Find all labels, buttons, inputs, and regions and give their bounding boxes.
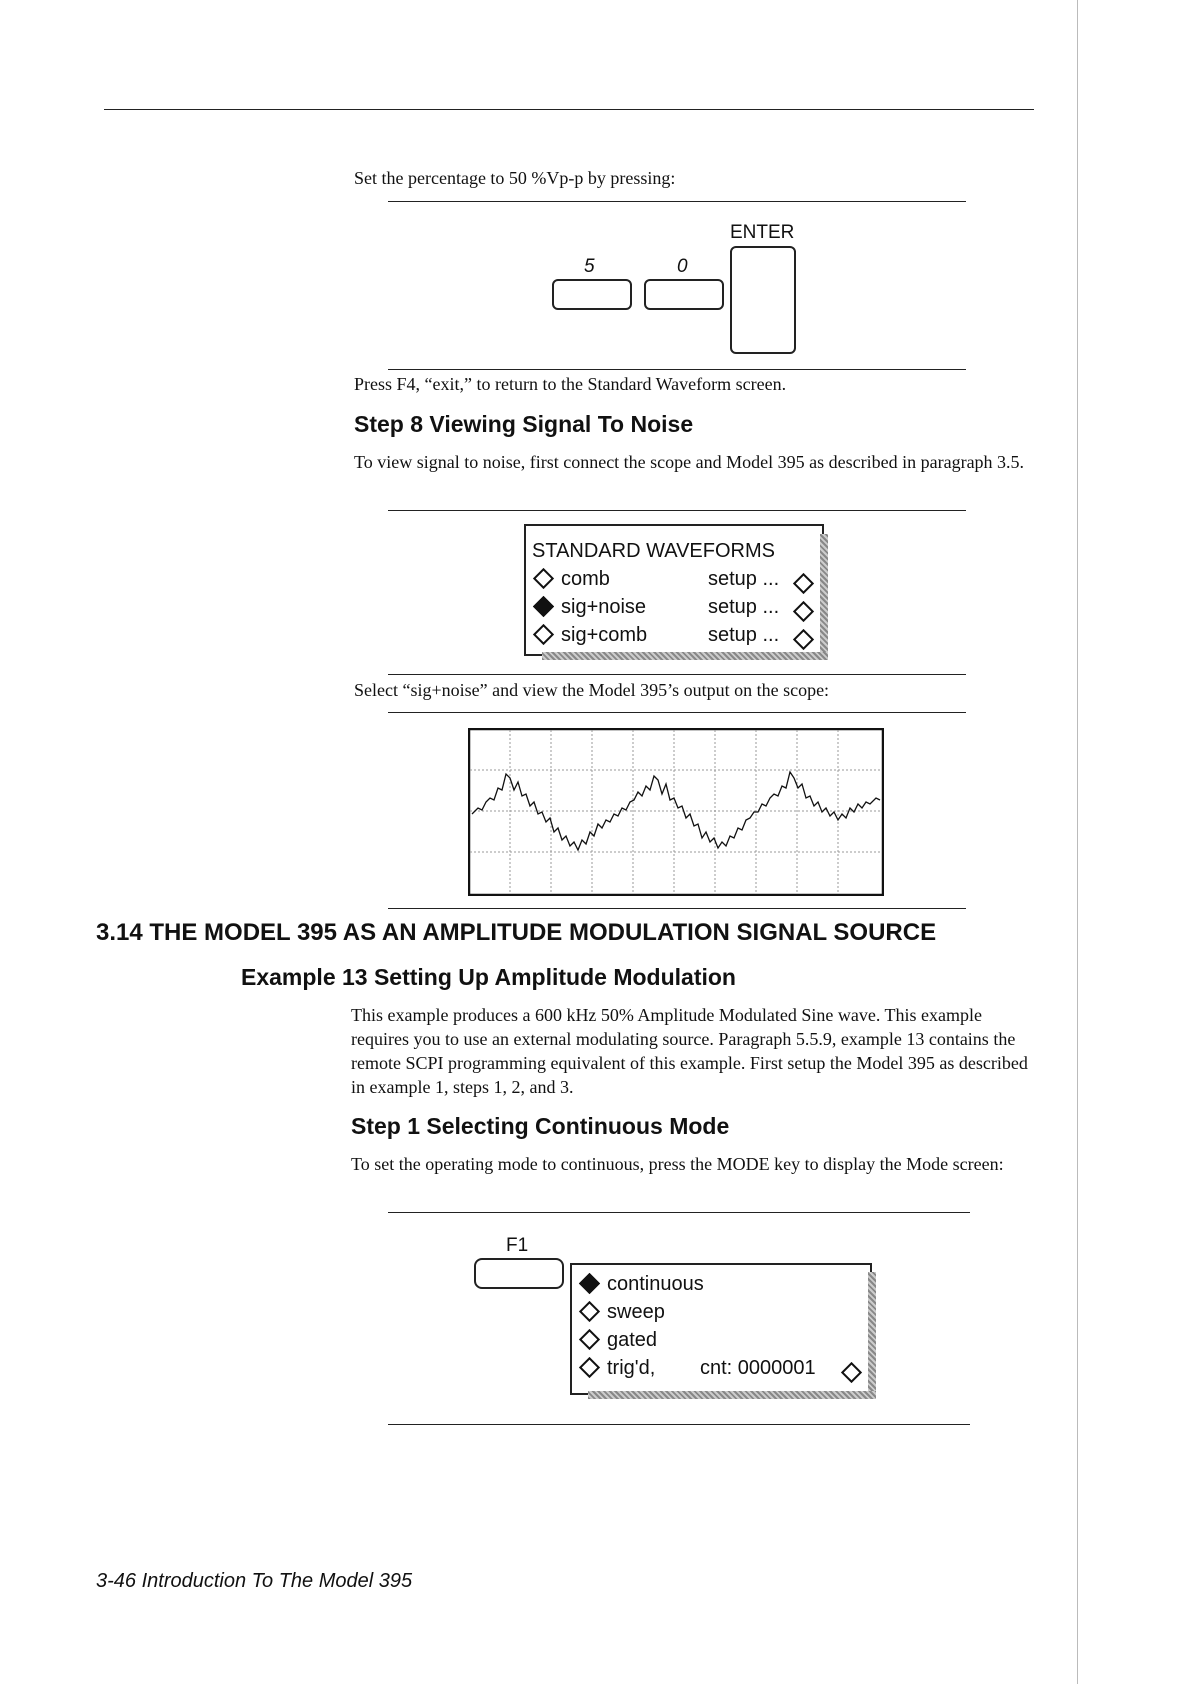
setup-comb[interactable]: setup ... — [708, 568, 780, 590]
scan-edge-line — [1077, 0, 1078, 1684]
enter-key-button[interactable] — [730, 246, 796, 354]
key-5-label: 5 — [584, 256, 595, 277]
press-f4-instruction: Press F4, “exit,” to return to the Standard Waveform screen. — [354, 374, 787, 394]
rule — [388, 908, 966, 909]
selected-diamond-icon — [579, 1273, 600, 1294]
key-5-button[interactable] — [552, 279, 632, 310]
screen-shadow — [868, 1272, 876, 1399]
key-0-label: 0 — [677, 256, 688, 277]
unselected-diamond-icon — [579, 1329, 600, 1350]
example13-heading: Example 13 Setting Up Amplitude Modulation — [241, 964, 736, 990]
standard-waveforms-screen — [524, 524, 824, 656]
mode-option-triggered[interactable]: trig'd, — [578, 1357, 655, 1380]
rule — [388, 510, 966, 511]
mode-screen — [570, 1263, 872, 1395]
arrow-diamond-icon — [793, 601, 814, 622]
selected-diamond-icon — [533, 596, 554, 617]
step8-body: To view signal to noise, first connect the scope and Model 395 as described in paragraph 3.5. — [354, 452, 1025, 472]
rule — [388, 674, 966, 675]
unselected-diamond-icon — [533, 568, 554, 589]
percentage-instruction: Set the percentage to 50 %Vp-p by pressing: — [354, 168, 676, 188]
key-0-button[interactable] — [644, 279, 724, 310]
screen-title: STANDARD WAVEFORMS — [532, 540, 775, 562]
step1-body: To set the operating mode to continuous, press the MODE key to display the Mode screen: — [351, 1154, 1004, 1174]
arrow-diamond-icon — [793, 573, 814, 594]
setup-sig-noise[interactable]: setup ... — [708, 596, 780, 618]
select-instruction: Select “sig+noise” and view the Model 395’s output on the scope: — [354, 680, 830, 700]
page-footer: 3-46 Introduction To The Model 395 — [96, 1570, 413, 1592]
rule — [388, 1212, 970, 1213]
trigger-count[interactable]: cnt: 0000001 — [700, 1357, 816, 1379]
section-3-14-heading: 3.14 THE MODEL 395 AS AN AMPLITUDE MODULATION SIGNAL SOURCE — [96, 919, 937, 946]
f1-key-button[interactable] — [474, 1258, 564, 1289]
step1-heading: Step 1 Selecting Continuous Mode — [351, 1113, 730, 1139]
screen-shadow — [588, 1391, 876, 1399]
rule — [388, 712, 966, 713]
rule — [388, 369, 966, 370]
unselected-diamond-icon — [579, 1301, 600, 1322]
unselected-diamond-icon — [533, 624, 554, 645]
f1-label: F1 — [506, 1235, 529, 1256]
scope-trace-figure — [468, 728, 884, 896]
enter-label: ENTER — [730, 222, 795, 243]
mode-option-sweep[interactable]: sweep — [578, 1301, 665, 1324]
rule — [388, 201, 966, 202]
screen-shadow — [542, 652, 828, 660]
page-top-rule — [104, 109, 1034, 110]
mode-option-continuous[interactable]: continuous — [578, 1273, 704, 1296]
waveform-option-sig-noise[interactable]: sig+noise — [532, 596, 646, 619]
screen-shadow — [820, 534, 828, 660]
step8-heading: Step 8 Viewing Signal To Noise — [354, 411, 694, 437]
unselected-diamond-icon — [579, 1357, 600, 1378]
example13-body: This example produces a 600 kHz 50% Amplitude Modulated Sine wave. This example requires you to use an external modulating source. Paragraph 5.5.9, example 13 contains the remote SCPI programming equivalent of this example. First setup the Model 395 as described in example 1, steps 1, 2, and 3. — [351, 1005, 1028, 1097]
waveform-option-comb[interactable]: comb — [532, 568, 610, 591]
rule — [388, 1424, 970, 1425]
mode-option-gated[interactable]: gated — [578, 1329, 657, 1352]
arrow-diamond-icon — [793, 629, 814, 650]
arrow-diamond-icon — [841, 1362, 862, 1383]
waveform-option-sig-comb[interactable]: sig+comb — [532, 624, 647, 647]
setup-sig-comb[interactable]: setup ... — [708, 624, 780, 646]
